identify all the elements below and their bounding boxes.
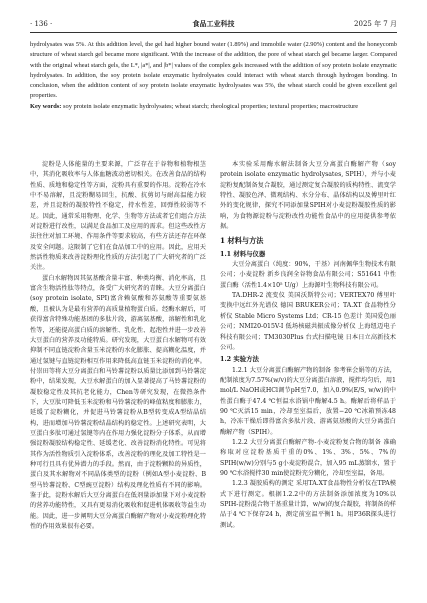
right-column [220,160,396,531]
issue-date: 2025 年 7 月 [354,20,397,28]
page-number: · 136 · [30,20,53,28]
keywords-label: Key words: [30,102,62,110]
materials-paragraph: 大豆分离蛋白（纯度：90%，干基）河南佩华生物技术有限公司；小麦淀粉 新乡良润全谷物食品有限公司；S51641 中性蛋白酶（活性1.4×10⁵ U/g）上海源叶生物科技有限公司。 [220,261,396,289]
running-header [30,18,397,30]
english-abstract [30,40,397,112]
method-1-2-1: 1.2.1 大豆分离蛋白酶解产物的制备 参考崔会娟等的方法，配制浓度为7.57%(w/v)的大豆分离蛋白溶液，搅拌均匀后，用1 mol/L NaOH或HCl调节pH至7.0，加入0.9%(E/S, w/w)的中性蛋白酶于47.4 ℃恒温水浴锅中酶解4.5 h。酶解后将样品于90 ℃灭活15 min，冷却至室温后，放置−20 ℃冰箱预冻48 h，冷冻干燥后即得富含多肽片段、游离氨基酸的大豆分离蛋白酶解产物（SPIH）。 [220,366,396,436]
method-1-2-3: 1.2.3 凝胶质构的测定 采用TA.XT食品物性分析仪在TPA模式下进行测定。根据1.2.2中的方法制备添加浓度为10%以SPIH-淀粉混合物干基重量计算，w/w)的复合凝胶，将制备的样品于4 ℃下保存24 h，测定前室温平衡1 h。用P36R探头进行测试。 [220,480,396,529]
instruments-paragraph: TA.DHR-2 流变仪 美国沃斯特公司；VERTEX70 傅里叶变换中远红外光谱仪 德国 BRUKER公司；TA.XT 食品物性分析仪 Stable Micro Systems Ltd；CR-15 色差计 美国爱色丽公司；NMI20-015V-I 低场核磁共振成像分析仪 上海纽迈电子科技有限公司；TM3030Plus 台式扫描电镜 日本日立高新技术公司。 [220,292,396,351]
abstract-text: hydrolysates was 5%. At this addition level, the gel had higher bound water (1.89%) and immobile water (2.90%) content and the honeycomb structure of wheat starch gel became more significant. With the increase of the addition, the pore of wheat starch gel became larger. Compared with the original wheat starch gels, the L*, |a*|, and |b*| values of the complex gels increased with the addition of soy protein isolate enzymatic hydrolysates. In addition, the soy protein isolate enzymatic hydrolysates could interact with wheat starch through hydrogen bonding. In conclusion, when the addition content of soy protein isolate enzymatic hydrolysates was 5%, the wheat starch could be given excellent gel properties. [30,41,397,100]
section-heading-methods: 1.2 实验方法 [220,355,259,364]
intro-paragraph-1: 淀粉是人体能量的主要来源，广泛存在于谷物和植物根茎中，其消化吸收率与人体血糖波动密切相关。在改善食品的结构性质、质地和稳定性等方面，淀粉具有重要的作用。淀粉在冷水中不易溶解，且淀粉糊易回生，抗酸、抗剪切与耐高温能力较差，并且淀粉的凝胶特性不稳定，持水性差，回弹性较弱等不足。因此，通常采用物理、化学、生物等方法或者它们组合方法对淀粉进行改性，以满足食品加工及应用的需求。但这些改性方法往往对加工环境、作用条件等要求较高，有些方法还存在环保及安全问题。这限制了它们在食品加工中的应用。因此，应用天然活性物质来改善淀粉理化性质的方法引起了广大研究者的广泛关注。 [30,161,206,272]
section-heading-materials-methods: 1 材料与方法 [220,236,264,246]
intro-paragraph-3: 本实验采用酶水解法制备大豆分离蛋白酶解产物（soy protein isolate enzymatic hydrolysates, SPIH），并与小麦淀粉复配制备复合凝胶，通过测定复合凝胶的质构特性、流变学特性、凝胶色泽、微观结构、水分分布、晶体结构以及傅里叶红外的变化规律，探究不同添加量SPIH对小麦淀粉凝胶性质的影响，为食物源淀粉与淀粉改性功能性食品中的应用提供参考依据。 [220,161,396,231]
section-heading-materials: 1.1 材料与仪器 [220,249,266,258]
method-1-2-2: 1.2.2 大豆分离蛋白酶解产物-小麦淀粉复合物的制备 准确称取对应淀粉基质干重的0%、1%、3%、5%、7%的SPIH(w/w)分别与5 g小麦淀粉混合，加入95 mL蒸馏水，置于90 ℃水浴搅拌30 min使淀粉充分糊化，冷却至室温，备用。 [220,438,396,477]
header-rule [30,32,397,33]
keywords-text: soy protein isolate enzymatic hydrolysates; wheat starch; rheological properties; textural properties; macrostructure [63,102,359,110]
intro-paragraph-2: 蛋白水解物因其氨基酸含量丰富、种类均衡、消化率高，且富含生物活性肽等特点，备受广大研究者的青睐。大豆分离蛋白(soy protein isolate, SPI)富含赖氨酸和苏氨酸等重要氨基酸，且被认为是最有营养的高质量植物蛋白质。经酶水解后，可获得富含特殊功能基团的多肽片段，游离氨基酸，溶解性和乳化性等，还能提高蛋白质的溶解性、乳化性、起泡性并进一步改善大豆蛋白的营养及功能特质。研究发现，大豆蛋白水解物可有效抑制不同直链淀粉含量玉米淀粉的水化膨胀、提高糊化温度，并通过氢键与直链淀粉相互作用来降低高直链玉米淀粉的消化率。付崇田等将大豆分离蛋白和马铃薯淀粉以质量比添加到马铃薯淀粉中，结果发现，大豆水解蛋白的加入显著提高了马铃薯淀粉的凝胶稳定性及其抗老化能力，Chen等研究发现，在微热条件下，大豆肽可降低玉米淀粉和马铃薯淀粉的峰值粘度和膨胀力，延缓了淀粉糊化，并促进马铃薯淀粉从B型转变成A型结晶结构，进而增加马铃薯淀粉结晶结构的稳定性。上述研究表明，大豆蛋白多肽可通过氢键等内在作用力强化淀粉分子体系，从而增强淀粉凝胶结构稳定性、延缓老化、改善淀粉消化特性。可见将其作为活性物质引入淀粉体系，改善淀粉的理化及加工特性是一种可行且具有优异潜力的手段。然而，由于淀粉颗粒的异质性，蛋白及其水解物对不同晶体类型的淀粉（例如A型小麦淀粉、B型马铃薯淀粉、C型豌豆淀粉）结构及理化性质有不同的影响。鉴于此，淀粉水解后大豆分离蛋白在低剂量添加量下对小麦淀粉的营养功能特性，又具有更易消化吸收和促进机体吸收等益生功能。因此，进一步阐明大豆分离蛋白酶解产物对小麦淀粉理化特性的作用效果很有必要。 [30,274,206,531]
journal-title: 食品工业科技 [192,19,235,28]
left-column [30,160,206,532]
